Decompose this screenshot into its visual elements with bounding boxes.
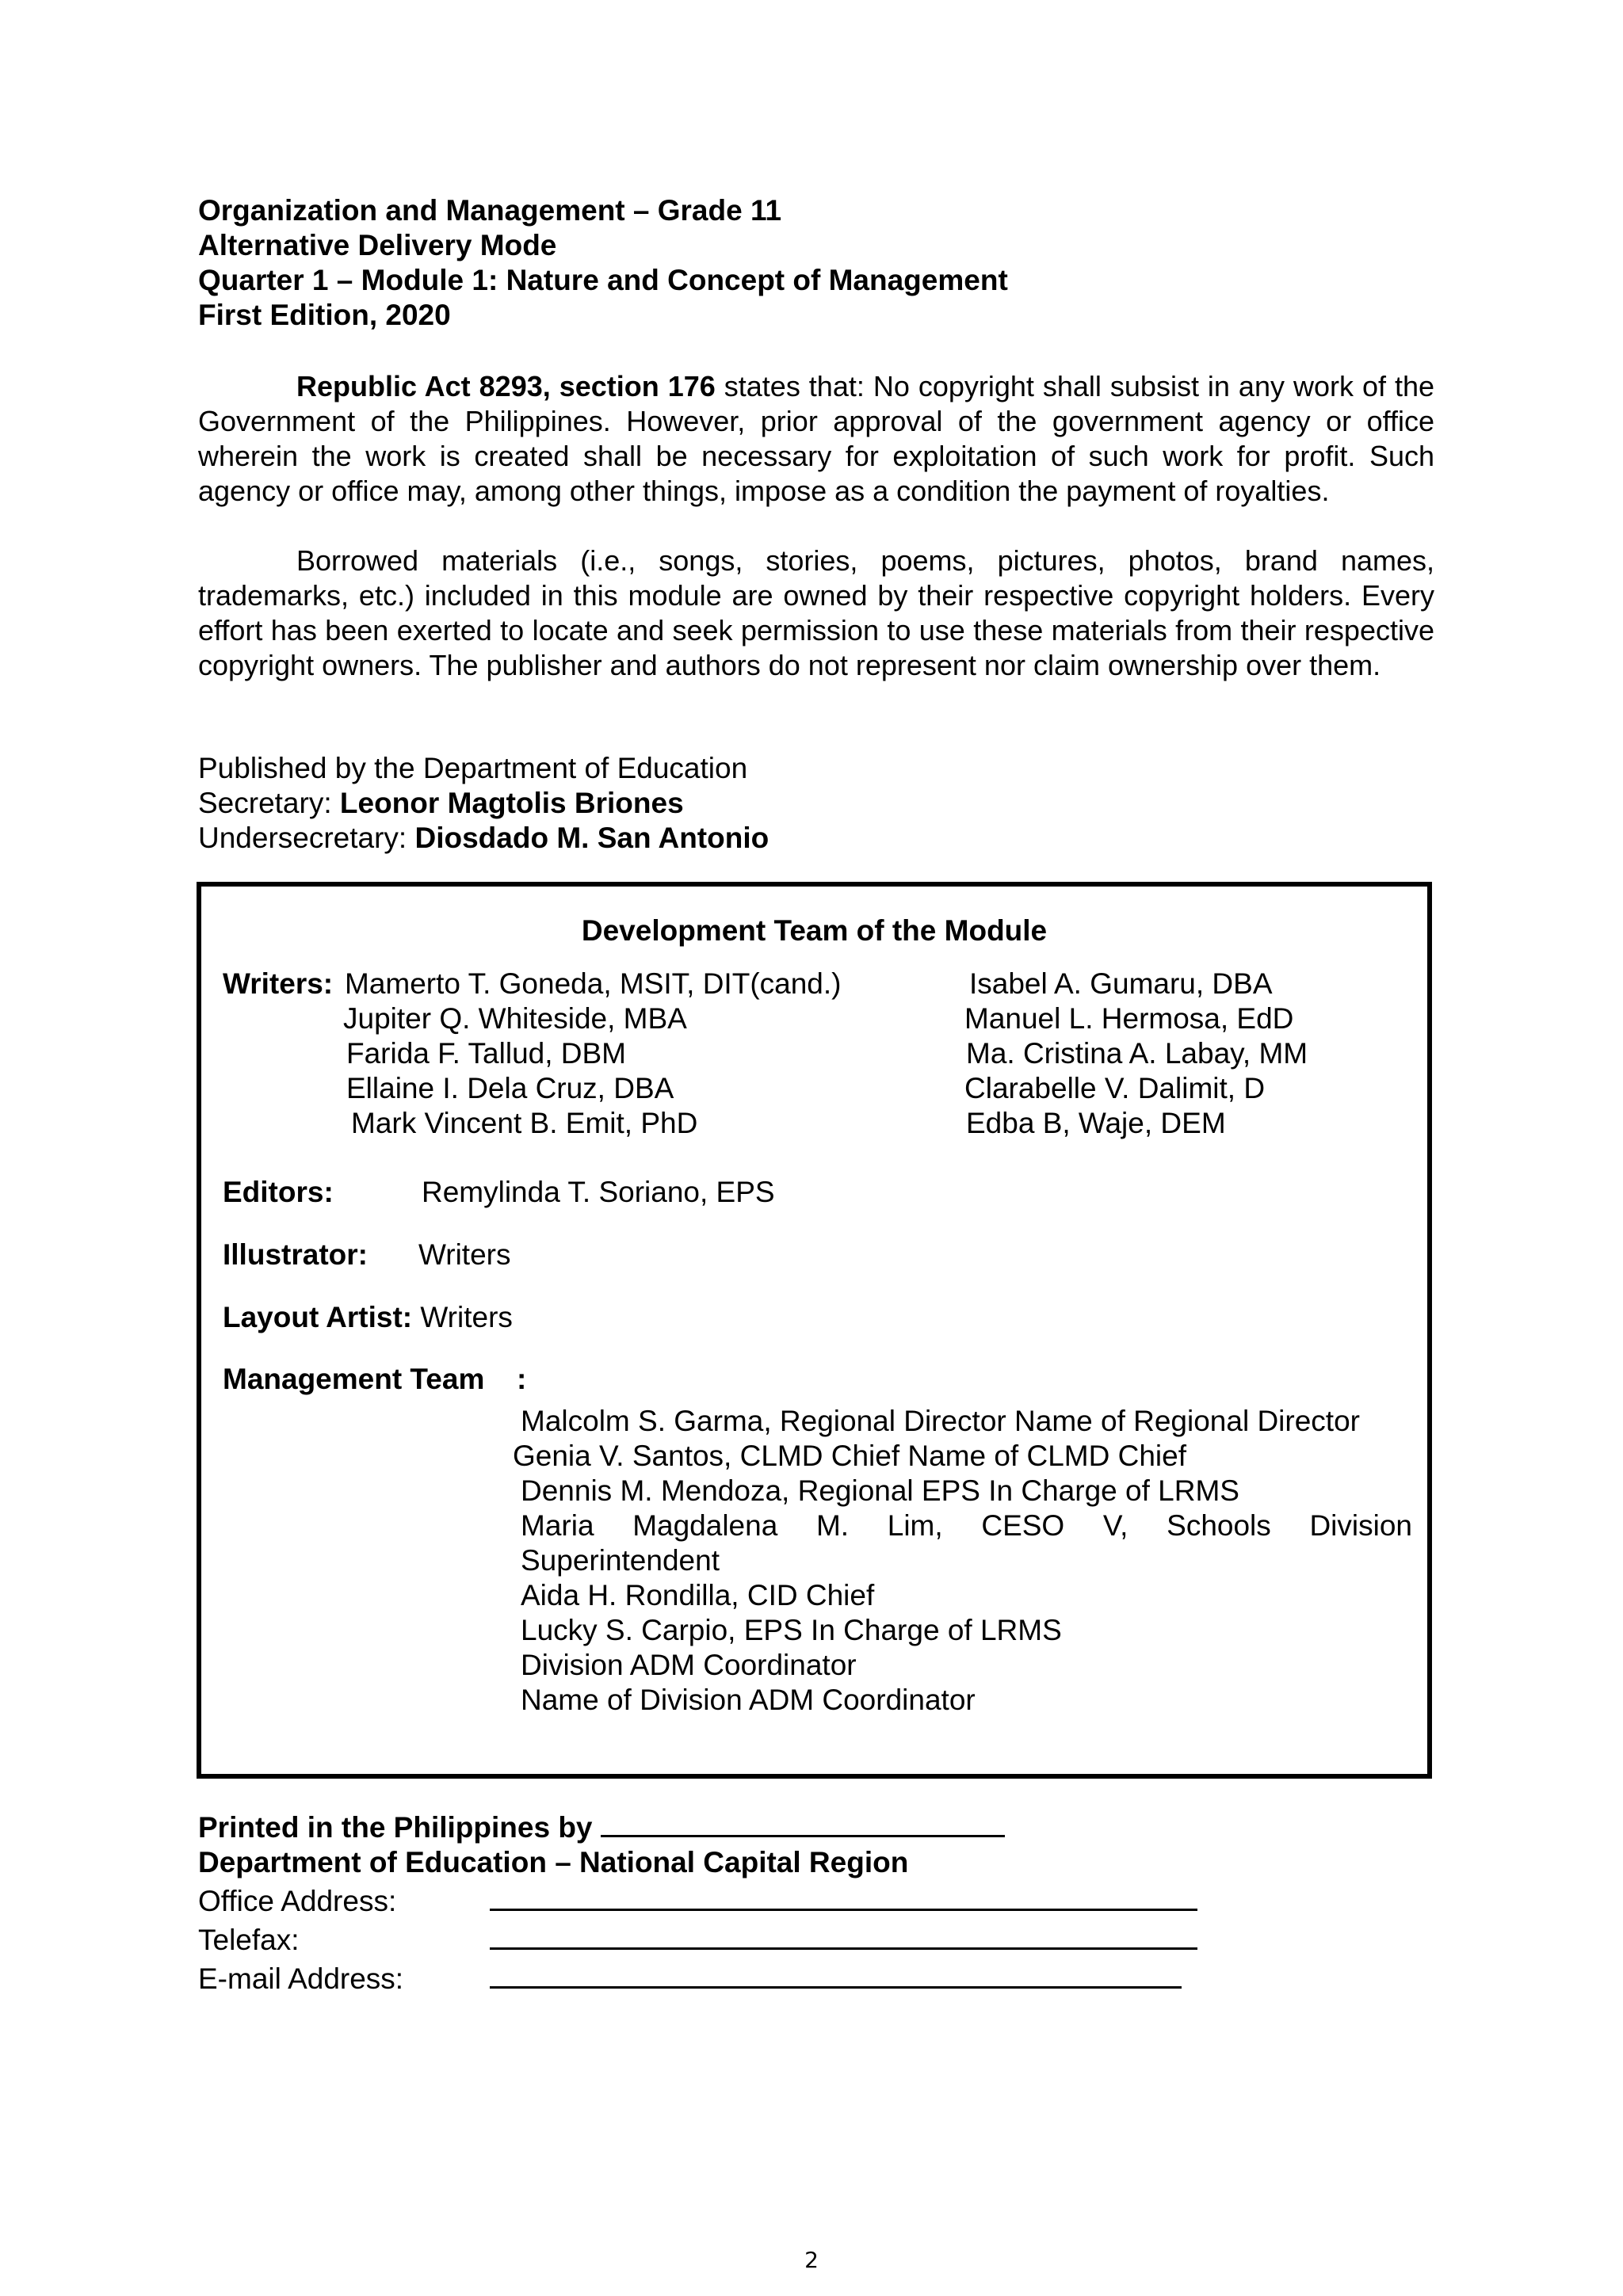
management-member: Dennis M. Mendoza, Regional EPS In Charge of LRMS	[521, 1474, 1239, 1507]
management-member: Maria Magdalena M. Lim, CESO V, Schools Division	[521, 1509, 1412, 1542]
editors-value: Remylinda T. Soriano, EPS	[422, 1176, 775, 1208]
writer-right-4: Clarabelle V. Dalimit, D	[964, 1072, 1266, 1104]
writer-left-5: Mark Vincent B. Emit, PhD	[351, 1107, 698, 1139]
header-module: Quarter 1 – Module 1: Nature and Concept of Management	[198, 264, 1008, 296]
page-number: 2	[804, 2247, 819, 2273]
development-team-box	[197, 882, 1432, 1779]
writers-label: Writers:	[223, 967, 334, 1000]
writer-right-1: Isabel A. Gumaru, DBA	[969, 967, 1273, 1000]
borrowed-materials-notice: Borrowed materials (i.e., songs, stories, poems, pictures, photos, brand names, trademarks, etc.) included in this module are owned by their respective copyright holders. Every effort has been exerted to locate and seek permission to use these materials from their respective copyright owners. The publisher and authors do not represent nor claim ownership over them.	[198, 544, 1434, 681]
management-member: Malcolm S. Garma, Regional Director Name of Regional Director	[521, 1405, 1360, 1437]
undersecretary-label: Undersecretary:	[198, 822, 415, 854]
copyright-law-reference: Republic Act 8293, section 176	[296, 370, 716, 402]
management-team-colon: :	[517, 1363, 527, 1395]
development-team-title: Development Team of the Module	[581, 914, 1048, 947]
secretary-label: Secretary:	[198, 787, 340, 819]
layout-artist-label: Layout Artist:	[223, 1301, 413, 1333]
secretary-name: Leonor Magtolis Briones	[339, 787, 684, 819]
telefax-blank	[490, 1920, 1197, 1950]
secretary-line	[198, 786, 769, 821]
management-team-label: Management Team	[223, 1363, 485, 1395]
writer-right-5: Edba B, Waje, DEM	[966, 1107, 1226, 1139]
publisher-block	[198, 751, 769, 856]
office-address-line	[198, 1882, 1197, 1920]
header-edition: First Edition, 2020	[198, 299, 451, 331]
office-address-label: Office Address:	[198, 1885, 397, 1917]
management-team-list	[513, 1404, 1412, 1718]
management-member: Name of Division ADM Coordinator	[521, 1684, 976, 1716]
copyright-text: states that: No copyright shall subsist in any work of the Government of the Philippines. However, prior approval of the government agency or office wherein the work is created shall be necessary for exploitation of such work for profit. Such agency or office may, among other things, impose as a condition the payment of royalties.	[198, 370, 1434, 507]
management-member: Genia V. Santos, CLMD Chief Name of CLMD Chief	[513, 1440, 1186, 1472]
management-member: Lucky S. Carpio, EPS In Charge of LRMS	[521, 1614, 1062, 1646]
telefax-line	[198, 1920, 1197, 1959]
telefax-label: Telefax:	[198, 1924, 300, 1956]
module-header	[198, 193, 1008, 333]
layout-artist-line	[223, 1300, 513, 1335]
writer-right-3: Ma. Cristina A. Labay, MM	[966, 1037, 1308, 1070]
illustrator-label: Illustrator:	[223, 1238, 368, 1271]
writer-left-3: Farida F. Tallud, DBM	[346, 1037, 626, 1070]
publisher-line: Published by the Department of Education	[198, 752, 748, 784]
printed-by-blank	[601, 1808, 1005, 1837]
email-address-line	[198, 1959, 1197, 1998]
layout-artist-value: Writers	[412, 1301, 513, 1333]
illustrator-value: Writers	[418, 1238, 511, 1271]
header-delivery-mode: Alternative Delivery Mode	[198, 229, 557, 261]
writer-right-2: Manuel L. Hermosa, EdD	[964, 1002, 1294, 1035]
writer-left-2: Jupiter Q. Whiteside, MBA	[343, 1002, 687, 1035]
office-address-blank	[490, 1882, 1197, 1911]
writer-left-4: Ellaine I. Dela Cruz, DBA	[346, 1072, 674, 1104]
printed-by-label: Printed in the Philippines by	[198, 1811, 593, 1844]
copyright-notice	[198, 369, 1434, 509]
management-member: Aida H. Rondilla, CID Chief	[521, 1579, 875, 1611]
department-line: Department of Education – National Capital Region	[198, 1846, 909, 1878]
editors-label: Editors:	[223, 1176, 334, 1208]
printed-by-line	[198, 1808, 1197, 1847]
management-member: Superintendent	[521, 1544, 720, 1577]
management-member: Division ADM Coordinator	[521, 1649, 857, 1681]
undersecretary-line	[198, 821, 769, 856]
writer-left-1: Mamerto T. Goneda, MSIT, DIT(cand.)	[345, 967, 842, 1000]
print-info-block	[198, 1808, 1197, 1998]
header-title: Organization and Management – Grade 11	[198, 194, 782, 227]
email-address-label: E-mail Address:	[198, 1962, 404, 1995]
undersecretary-name: Diosdado M. San Antonio	[414, 822, 769, 854]
email-address-blank	[490, 1959, 1182, 1989]
